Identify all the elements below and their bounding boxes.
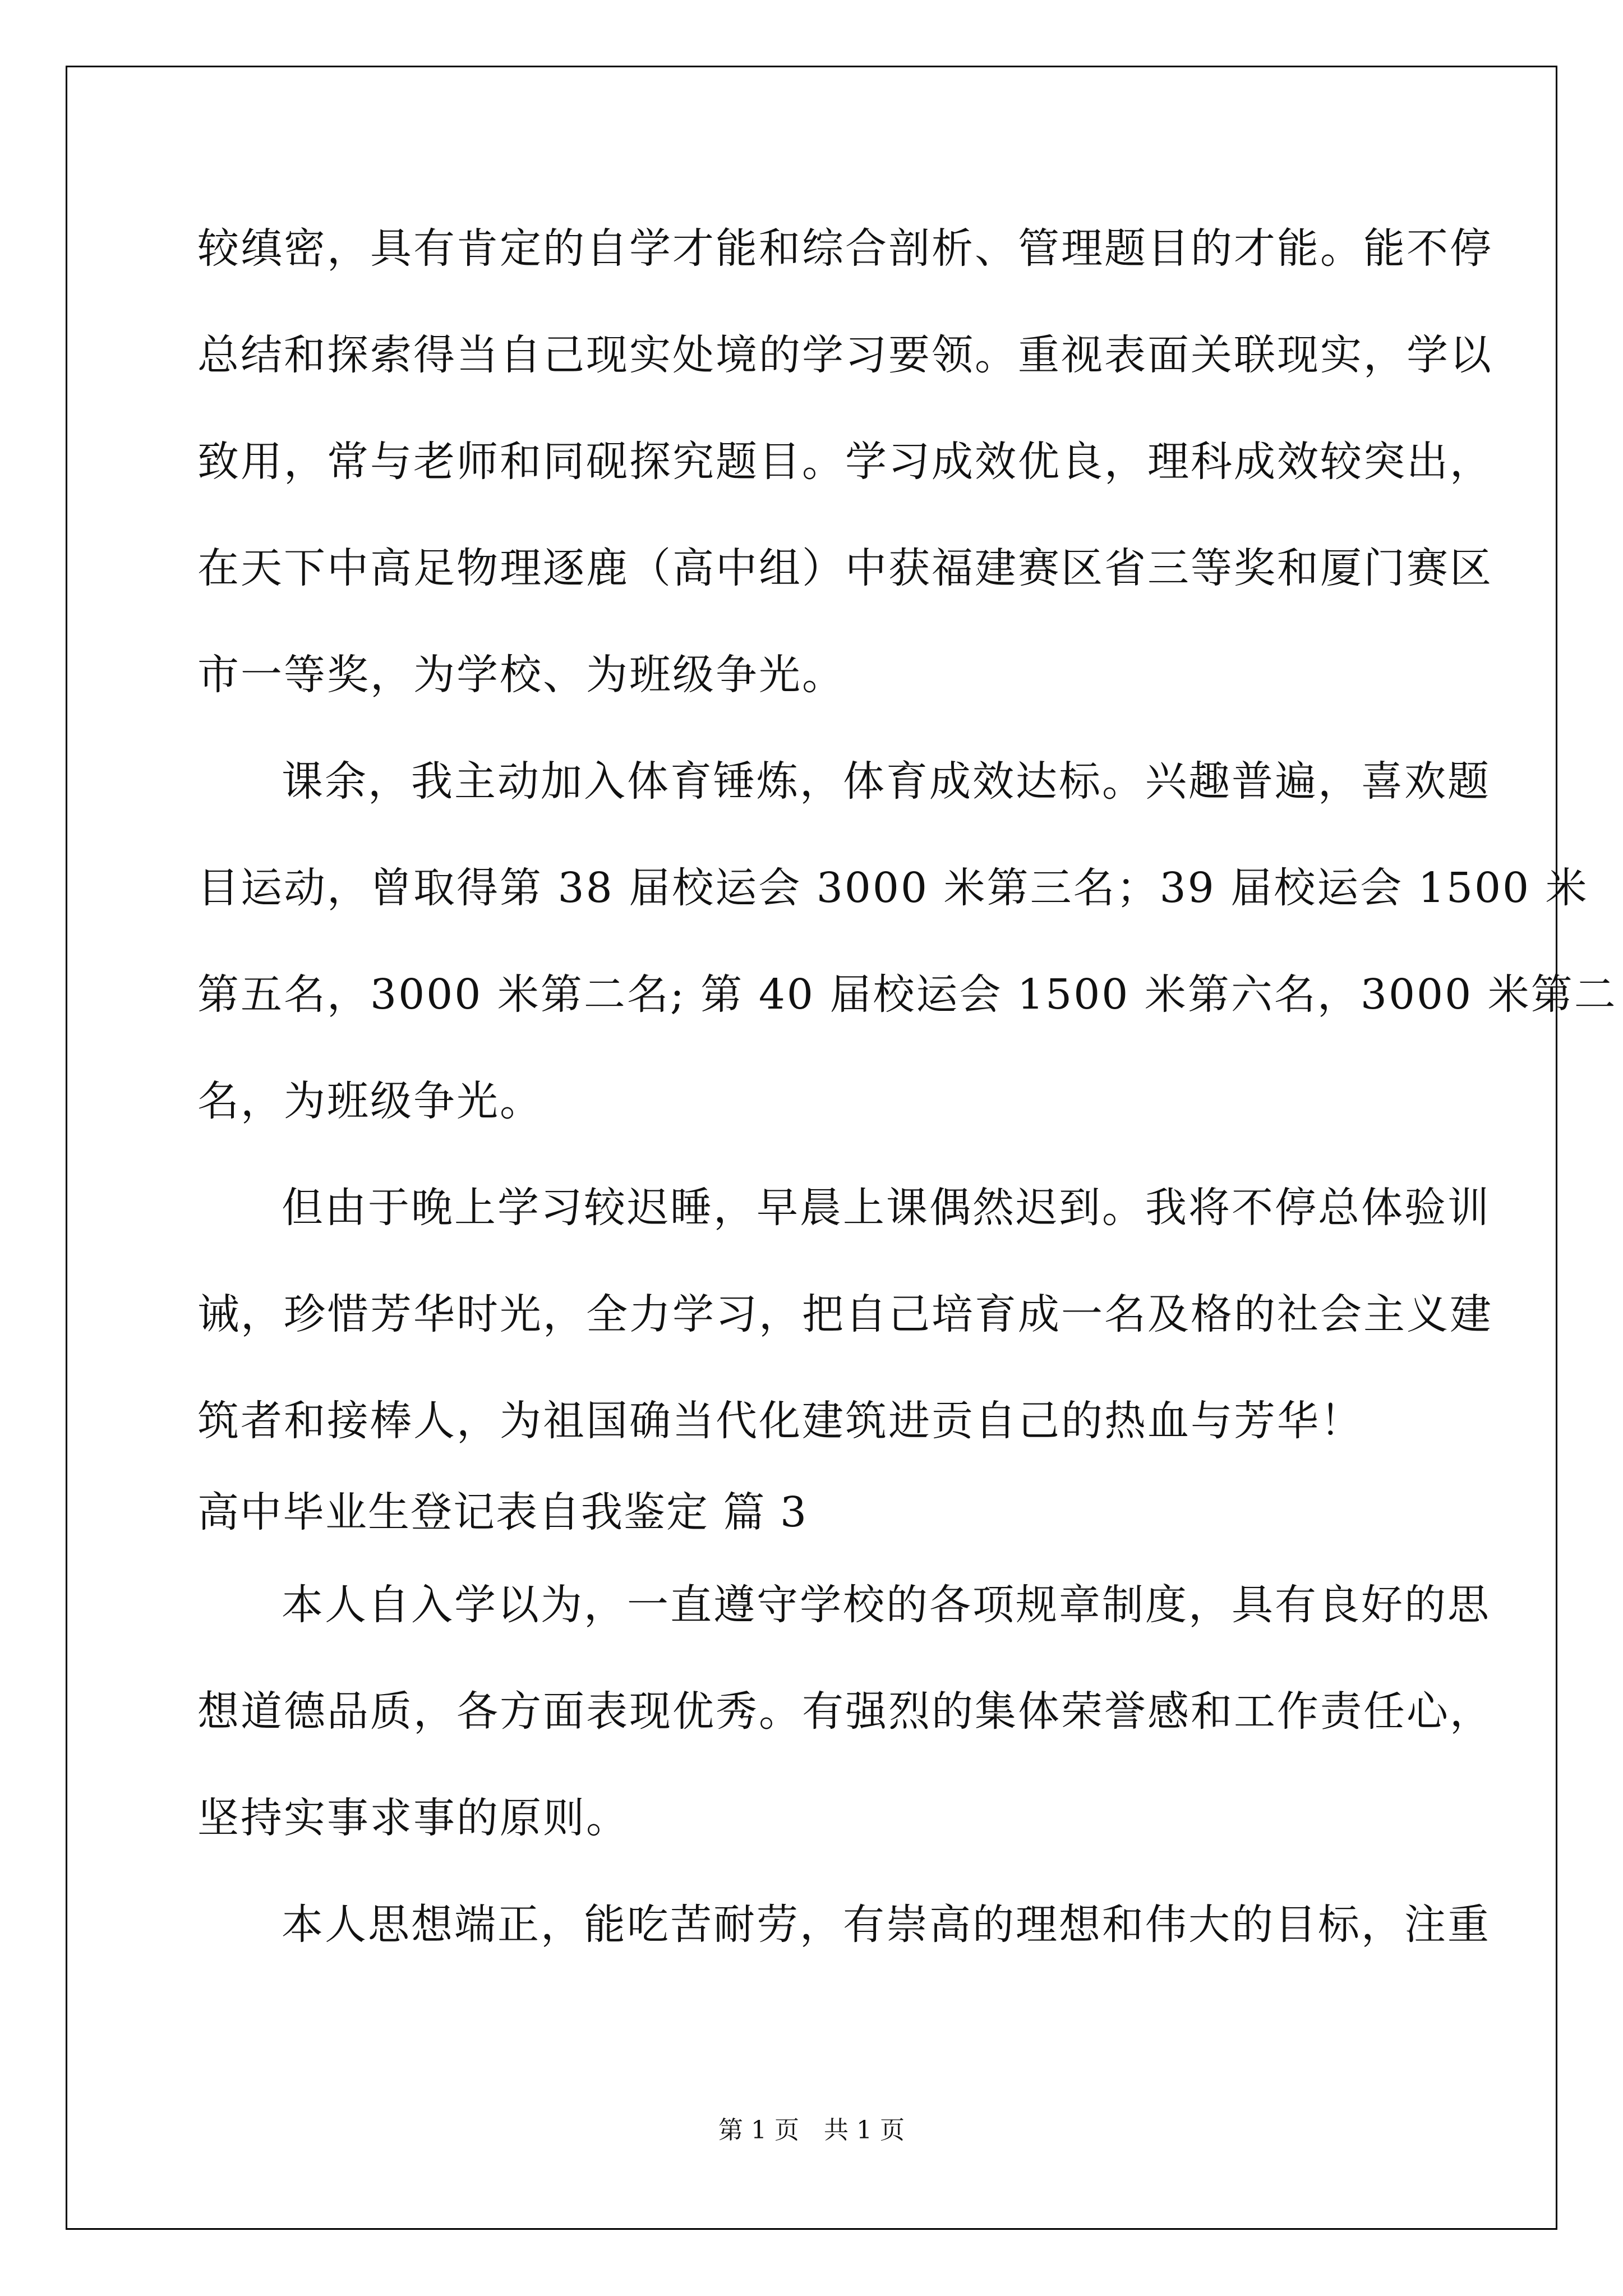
- text-line: 在天下中高足物理逐鹿（高中组）中获福建赛区省三等奖和厦门赛区: [197, 544, 1493, 592]
- text-line: 名，为班级争光。: [197, 1077, 543, 1125]
- section-heading: 高中毕业生登记表自我鉴定 篇 3: [197, 1488, 808, 1536]
- page-number-footer: 第 1 页 共 1 页: [718, 2116, 905, 2145]
- text-line: 市一等奖，为学校、为班级争光。: [197, 651, 845, 699]
- text-line: 目运动，曾取得第 38 届校运会 3000 米第三名；39 届校运会 1500 米: [197, 864, 1589, 912]
- text-line: 总结和探索得当自己现实处境的学习要领。重视表面关联现实，学以: [197, 331, 1493, 379]
- text-line: 第五名，3000 米第二名; 第 40 届校运会 1500 米第六名，3000 米第二: [197, 970, 1617, 1019]
- paragraph-first-line: 本人思想端正，能吃苦耐劳，有崇高的理想和伟大的目标，注重: [282, 1901, 1491, 1949]
- text-line: 致用，常与老师和同砚探究题目。学习成效优良，理科成效较突出，: [197, 438, 1493, 486]
- text-line: 筑者和接棒人，为祖国确当代化建筑进贡自己的热血与芳华！: [197, 1397, 1363, 1445]
- text-line: 想道德品质，各方面表现优秀。有强烈的集体荣誉感和工作责任心，: [197, 1687, 1493, 1736]
- paragraph-first-line: 但由于晚上学习较迟睡，早晨上课偶然迟到。我将不停总体验训: [282, 1184, 1491, 1232]
- paragraph-first-line: 本人自入学以为，一直遵守学校的各项规章制度，具有良好的思: [282, 1581, 1491, 1629]
- text-line: 诫，珍惜芳华时光，全力学习，把自己培育成一名及格的社会主义建: [197, 1290, 1493, 1338]
- text-line: 较缜密，具有肯定的自学才能和综合剖析、管理题目的才能。能不停: [197, 224, 1493, 273]
- text-line: 坚持实事求事的原则。: [197, 1794, 629, 1842]
- paragraph-first-line: 课余，我主动加入体育锤炼，体育成效达标。兴趣普遍，喜欢题: [282, 757, 1491, 806]
